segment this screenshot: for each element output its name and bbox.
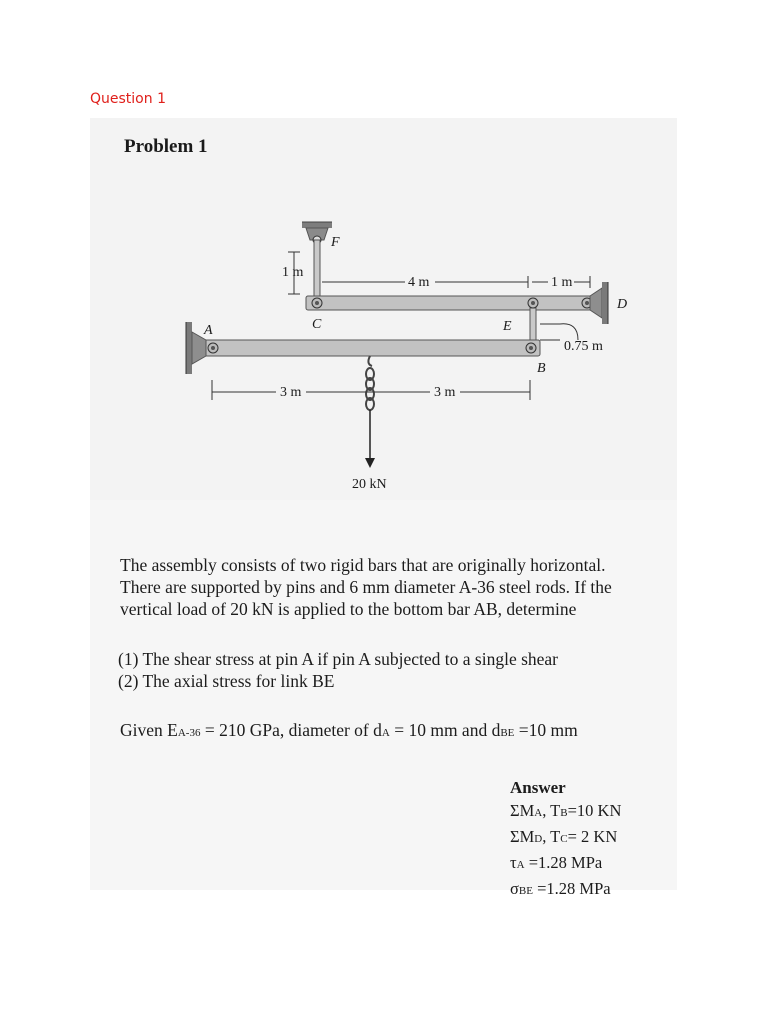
- bar-ab: [204, 340, 540, 356]
- item-text: The axial stress for link BE: [142, 671, 335, 691]
- description-line: There are supported by pins and 6 mm diameter A-36 steel rods. If the: [120, 577, 612, 597]
- problem-scan: [90, 118, 677, 898]
- label-e: E: [503, 319, 512, 334]
- label-c: C: [312, 317, 322, 332]
- dim-label-db: 0.75 m: [564, 339, 603, 354]
- label-d: D: [617, 297, 628, 312]
- dim-label-load-b: 3 m: [434, 385, 456, 400]
- answer-line: ΣMA, TB=10 KN: [510, 801, 622, 820]
- truss-figure: [90, 118, 677, 500]
- load-arrow: [365, 410, 375, 468]
- rod-cf: [314, 240, 320, 304]
- question-label: Question 1: [90, 91, 166, 107]
- label-b: B: [537, 361, 546, 376]
- support-a: [186, 322, 206, 374]
- answer-line: τA =1.28 MPa: [510, 853, 603, 872]
- given-values: Given EA-36 = 210 GPa, diameter of dA = 10 mm and dBE =10 mm: [120, 720, 578, 740]
- question-item: [118, 670, 558, 692]
- problem-description: [120, 554, 680, 620]
- answer-line: σBE =1.28 MPa: [510, 879, 611, 898]
- load-label: 20 kN: [352, 477, 387, 492]
- label-f: F: [331, 235, 340, 250]
- answer-block: [510, 776, 621, 903]
- dim-label-cd: 4 m: [408, 275, 430, 290]
- label-a: A: [204, 323, 213, 338]
- question-items: [118, 648, 558, 692]
- item-number: (2): [118, 671, 139, 691]
- item-text: The shear stress at pin A if pin A subjected to a single shear: [142, 649, 559, 669]
- description-line: vertical load of 20 kN is applied to the bottom bar AB, determine: [120, 599, 577, 619]
- dim-label-c-height: 1 m: [282, 265, 304, 280]
- support-d: [590, 282, 608, 324]
- question-item: [118, 648, 558, 670]
- dim-label-a-load: 3 m: [280, 385, 302, 400]
- dim-label-ed: 1 m: [551, 275, 573, 290]
- answer-line: ΣMD, TC= 2 KN: [510, 827, 618, 846]
- answer-title: Answer: [510, 778, 566, 797]
- problem-title: Problem 1: [124, 136, 208, 157]
- item-number: (1): [118, 649, 139, 669]
- load-chain: [366, 356, 374, 410]
- dim-db: [540, 324, 578, 340]
- description-line: The assembly consists of two rigid bars that are originally horizontal.: [120, 555, 606, 575]
- bar-cd: [306, 296, 600, 310]
